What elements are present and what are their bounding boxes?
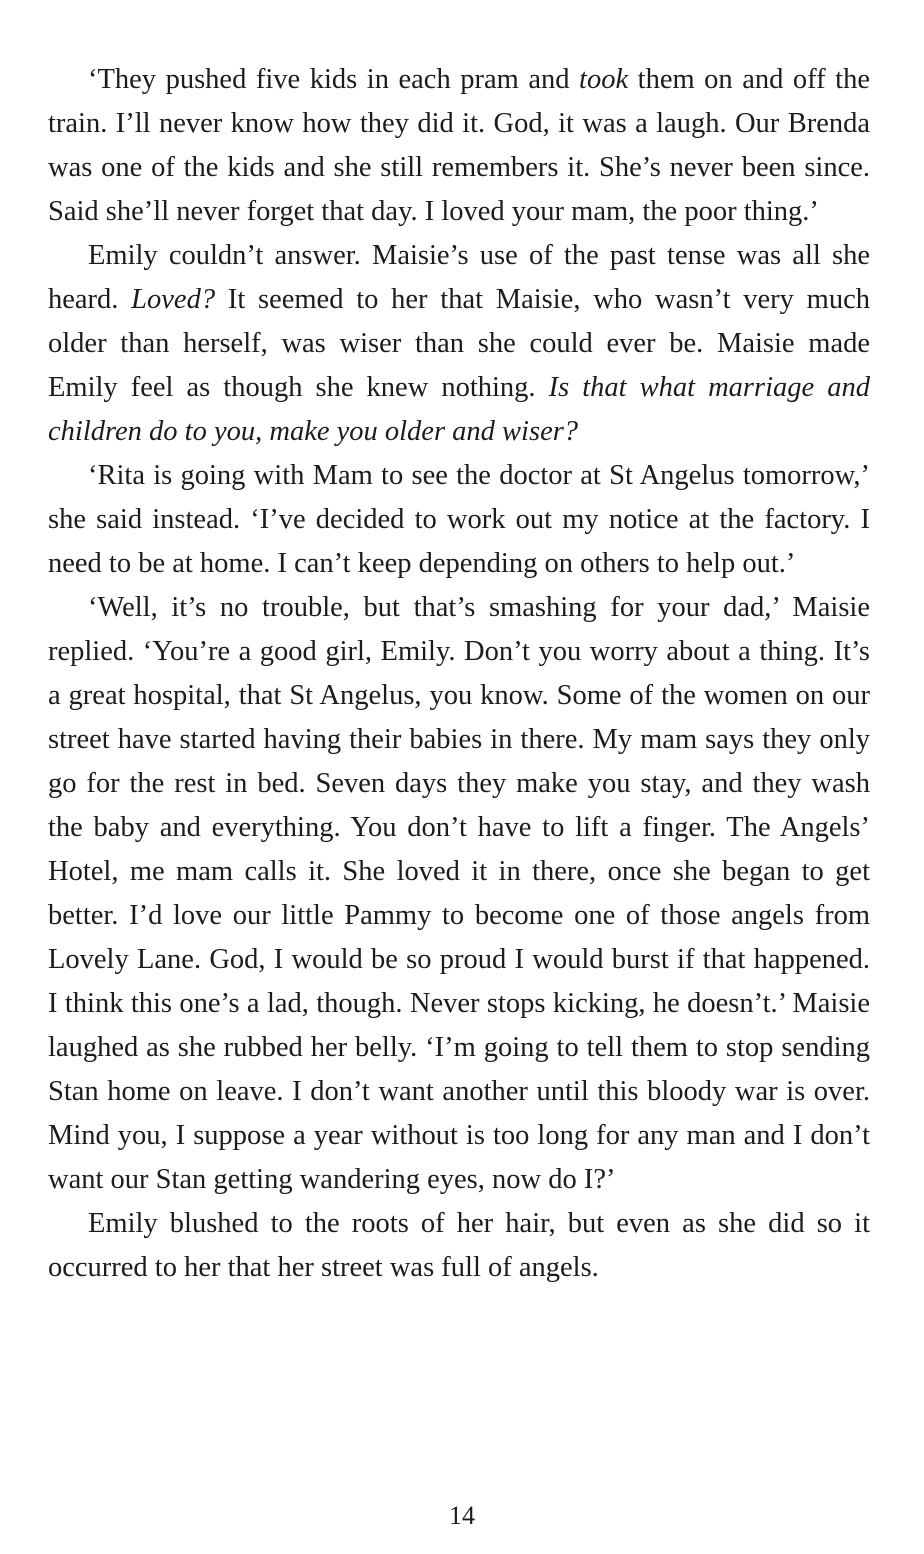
text-run: ‘They pushed five kids in each pram and (88, 64, 580, 95)
text-run: It seemed to her that Maisie, who wasn’t very much older than herself, was wiser than she could ever be. Maisie made Emily feel as though she knew nothing. (48, 284, 870, 403)
paragraph (48, 58, 870, 234)
text-run: Emily blushed to the roots of her hair, but even as she did so it occurred to her that her street was full of angels. (48, 1208, 870, 1283)
page-body (48, 58, 870, 1290)
text-run: ‘Rita is going with Mam to see the doctor at St Angelus tomorrow,’ she said instead. ‘I’ve decided to work out my notice at the factory. I need to be at home. I can’t keep depending on others to help out.’ (48, 460, 870, 579)
text-run: ‘Well, it’s no trouble, but that’s smashing for your dad,’ Maisie replied. ‘You’re a good girl, Emily. Don’t you worry about a thing. It’s a great hospital, that St Angelus, you know. Some of the women on our street have started having their babies in there. My mam says they only go for the rest in bed. Seven days they make you stay, and they wash the baby and everything. You don’t have to lift a finger. The Angels’ Hotel, me mam calls it. She loved it in there, once she began to get better. I’d love our little Pammy to become one of those angels from Lovely Lane. God, I would be so proud I would burst if that happened. I think this one’s a lad, though. Never stops kicking, he doesn’t.’ Maisie laughed as she rubbed her belly. ‘I’m going to tell them to stop sending Stan home on leave. I don’t want another until this bloody war is over. Mind you, I suppose a year without is too long for any man and I don’t want our Stan getting wandering eyes, now do I?’ (48, 592, 870, 1195)
paragraph (48, 586, 870, 1202)
text-run: Emily couldn’t answer. Maisie’s use of the past tense was all she heard. (48, 240, 870, 315)
paragraph (48, 454, 870, 586)
page-number: 14 (449, 1501, 475, 1530)
italic-run: Loved? (131, 284, 216, 315)
paragraph (48, 1202, 870, 1290)
italic-run: Is that what marriage and children do to you, make you older and wiser? (48, 372, 870, 447)
paragraph (48, 234, 870, 454)
text-run: them on and off the train. I’ll never know how they did it. God, it was a laugh. Our Brenda was one of the kids and she still remembers it. She’s never been since. Said she’ll never forget that day. I loved your mam, the poor thing.’ (48, 64, 870, 227)
italic-run: took (579, 64, 629, 95)
